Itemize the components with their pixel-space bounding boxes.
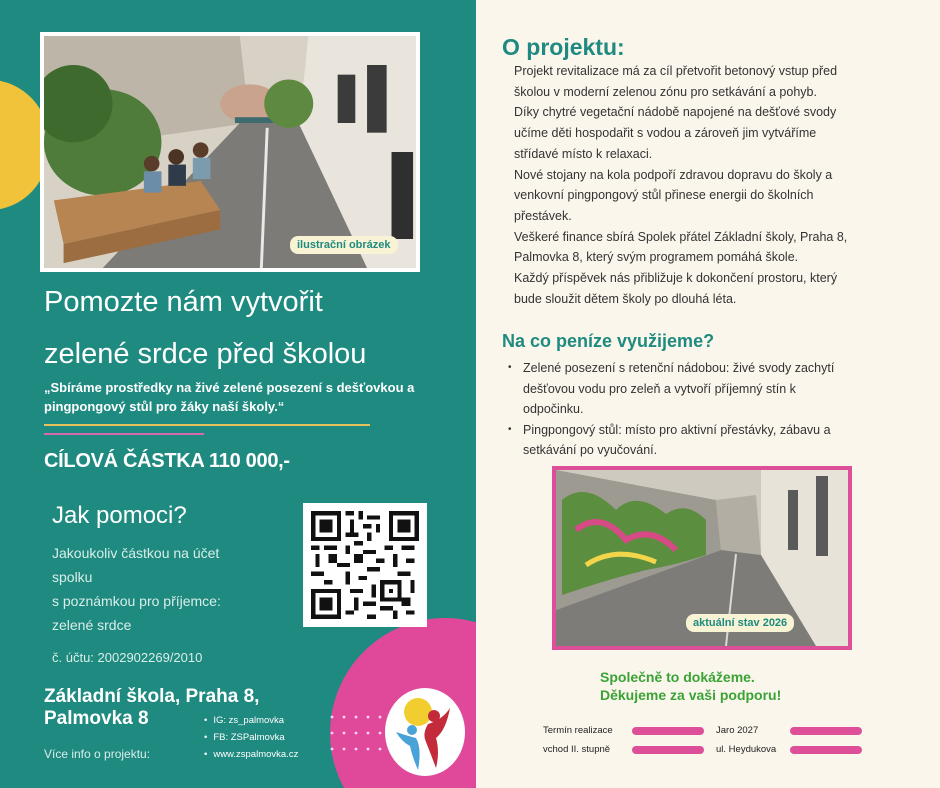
qr-code[interactable]: [303, 503, 427, 627]
how-line: spolku: [52, 569, 93, 585]
place-label-bar: [632, 746, 704, 754]
page-title-line1: Pomozte nám vytvořit: [44, 286, 323, 318]
about-line: bude sloužit dětem školy po dlouhá léta.: [514, 291, 737, 306]
list-item: [508, 358, 908, 420]
instagram-link[interactable]: • IG: zs_palmovka: [204, 712, 298, 729]
divider-yellow: [44, 424, 370, 426]
project-quote: [44, 378, 454, 416]
page-title-line2: zelené srdce před školou: [44, 338, 367, 370]
thanks-line2: Děkujeme za vaši podporu!: [600, 687, 782, 703]
about-line: přestávek.: [514, 208, 572, 223]
list-item: [508, 420, 908, 461]
uses-list: [508, 358, 908, 461]
about-line: školou v moderní zelenou zónu pro setkávání a pohyb.: [514, 84, 817, 99]
place-value: ul. Heydukova: [716, 744, 777, 755]
place-label: vchod II. stupně: [543, 744, 611, 755]
website-link[interactable]: • www.zspalmovka.cz: [204, 746, 298, 763]
about-line: učíme děti hospodařit s vodou a zároveň jim vytváříme: [514, 126, 817, 141]
uses-item2-line: setkávání po vyučování.: [523, 443, 658, 457]
uses-item1-line: odpočinku.: [523, 402, 584, 416]
about-line: Palmovka 8, který svým programem pomáhá škole.: [514, 250, 799, 265]
social-links: [204, 712, 298, 763]
about-text: [514, 61, 914, 309]
courtyard-illustration: [44, 36, 416, 268]
project-quote-line2: pingpongový stůl pro žáky naší školy.“: [44, 399, 285, 414]
uses-item1-line: dešťovou vodu pro zeleň a vytvoří příjemný stín k: [523, 381, 796, 396]
term-value: Jaro 2027: [716, 725, 759, 736]
school-logo-icon: [384, 686, 466, 782]
about-line: venkovní pingpongový stůl přinese energii do školních: [514, 188, 814, 203]
how-line: zelené srdce: [52, 617, 132, 633]
uses-heading: Na co peníze využijeme?: [502, 331, 715, 351]
illustration-photo-tag: ilustrační obrázek: [290, 236, 398, 254]
illustration-photo: [40, 32, 420, 272]
uses-item2-line: • Pingpongový stůl: místo pro aktivní přestávky, zábavu a: [523, 422, 831, 437]
how-line: s poznámkou pro příjemce:: [52, 593, 221, 609]
uses-item1-line: • Zelené posezení s retenční nádobou: živé svody zachytí: [523, 361, 835, 375]
facebook-link[interactable]: • FB: ZSPalmovka: [204, 729, 298, 746]
term-label-bar: [632, 727, 704, 735]
term-label: Termín realizace: [543, 725, 613, 736]
thanks-line1: Společně to dokážeme.: [600, 669, 755, 685]
current-state-photo: [552, 466, 852, 650]
place-value-bar: [790, 746, 862, 754]
about-line: Projekt revitalizace má za cíl přetvořit betonový vstup před: [514, 64, 838, 78]
about-line: Každý příspěvek nás přibližuje k dokončení prostoru, který: [514, 271, 838, 286]
thanks-message: [600, 668, 820, 704]
school-name-line2: Palmovka 8: [44, 708, 149, 729]
how-to-help-heading: Jak pomoci?: [52, 502, 187, 529]
more-info-label: Více info o projektu:: [44, 747, 151, 761]
project-quote-line1: „Sbíráme prostředky na živé zelené posezení s dešťovkou a: [44, 380, 415, 395]
qr-code-icon: [311, 511, 419, 619]
about-line: Veškeré finance sbírá Spolek přátel Základní školy, Praha 8,: [514, 229, 848, 244]
divider-pink: [44, 433, 204, 435]
how-line: Jakoukoliv částkou na účet: [52, 545, 220, 561]
decorative-dots-icon: [328, 713, 388, 753]
how-to-help-text: [52, 541, 292, 637]
about-line: střídavé místo k relaxaci.: [514, 146, 653, 161]
current-state-photo-tag: aktuální stav 2026: [686, 614, 794, 632]
about-line: Díky chytré vegetační nádobě napojené na dešťové svody: [514, 105, 837, 120]
goal-amount: CÍLOVÁ ČÁSTKA 110 000,-: [44, 450, 290, 472]
term-value-bar: [790, 727, 862, 735]
account-number: č. účtu: 2002902269/2010: [52, 650, 203, 665]
school-name-line1: Základní škola, Praha 8,: [44, 686, 260, 707]
about-line: Nové stojany na kola podpoří zdravou dopravu do školy a: [514, 167, 833, 182]
about-heading: O projektu:: [502, 34, 625, 60]
